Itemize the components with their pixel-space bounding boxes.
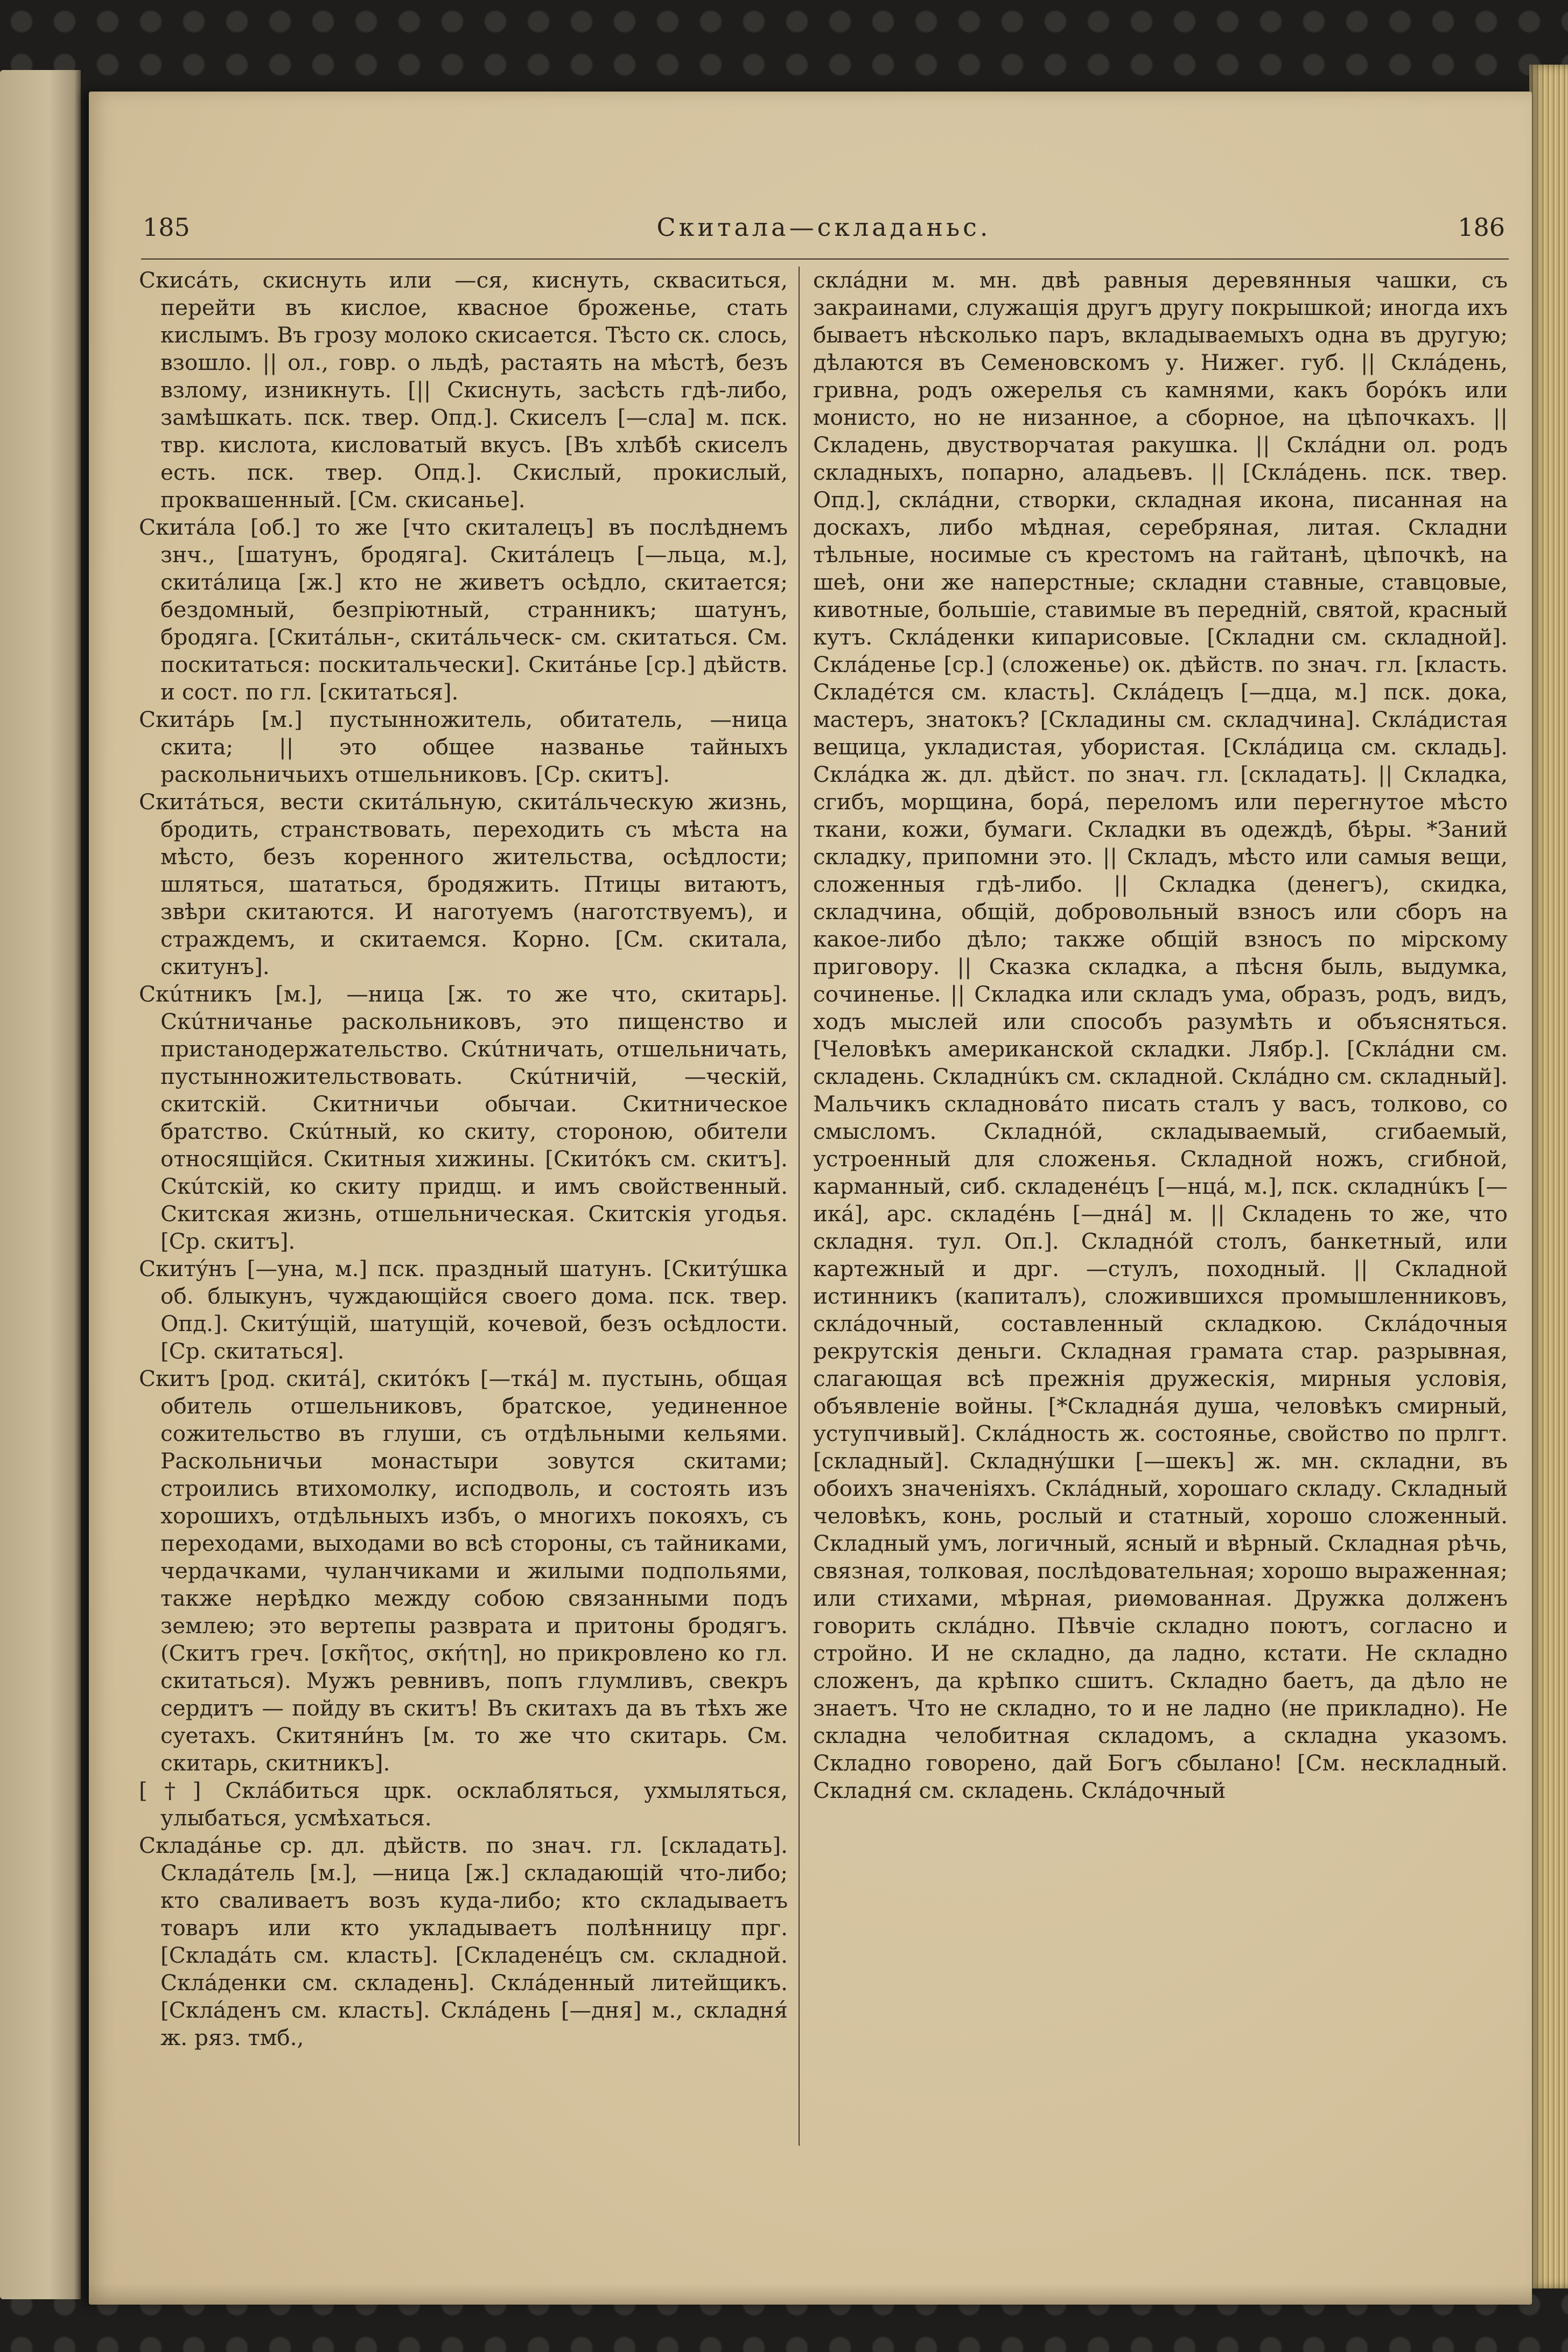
entry-skitar: Скитáрь [м.] пустынножитель, обитатель, —ница скита; || это общее названье тайныхъ раскольничьихъ отшельниковъ. [Ср. скитъ].	[139, 706, 788, 787]
entry-skit: Скитъ [род. скитá], скитóкъ [—ткá] м. пустынь, общая обитель отшельниковъ, братское, уединенное сожительство въ глуши, съ отдѣльными кельями. Раскольничьи монастыри зовутся скитами; строились втихомолку, исподволь, и состоять изъ хорошихъ, отдѣльныхъ избъ, о многихъ покояхъ, съ переходами, выходами во всѣ стороны, съ тайниками, чердачками, чуланчиками и жилыми подпольями, также нерѣдко между собою связанными подъ землею; это вертепы разврата и притоны бродягъ. (Скитъ греч. [σκῆτος, σκήτη], но прикровлено ко гл. скитаться). Мужъ ревнивъ, попъ глумливъ, свекръ сердитъ — пойду въ скитъ! Въ скитахъ да въ тѣхъ же суетахъ. Скитяни́нъ [м. то же что скитарь. См. скитарь, скитникъ].	[139, 1366, 788, 1776]
page-bottom-shade	[89, 2283, 1532, 2305]
entry-skladanie: Складáнье ср. дл. дѣйств. по знач. гл. [складать]. Складáтель [м.], —ница [ж.] складающій что-либо; кто сваливаетъ возъ куда-либо; кто складываетъ товаръ или кто укладываетъ полѣнницу прг. [Складáть см. класть]. [Складенéцъ см. складной. Склáденки см. складень]. Склáденный литейщикъ. [Склáденъ см. класть]. Склáдень [—дня] м., складня́ ж. ряз. тмб.,	[139, 1832, 788, 2050]
entry-sklabitsya: [†] Склáбиться црк. осклабляться, ухмыляться, улыбаться, усмѣхаться.	[139, 1777, 788, 1831]
entry-skitun: Скитýнъ [—уна, м.] пск. праздный шатунъ. [Скитýшка об. блыкунъ, чуждающійся своего дома. пск. твер. Опд.]. Скитýщій, шатущій, кочевой, безъ осѣдлости. [Ср. скитаться].	[139, 1256, 788, 1364]
left-column	[139, 267, 788, 2146]
column-divider	[799, 267, 800, 2146]
entry-skisat: Скисáть, скиснуть или —ся, киснуть, скваситься, перейти въ кислое, квасное броженье, стать кислымъ. Въ грозу молоко скисается. Тѣсто ск. слось, взошло. || ол., говр. о льдѣ, растаять на мѣстѣ, безъ взлому, изникнуть. [|| Скиснуть, засѣсть гдѣ-либо, замѣшкать. пск. твер. Опд.]. Скиселъ [—сла] м. пск. твр. кислота, кисловатый вкусъ. [Въ хлѣбѣ скиселъ есть. пск. твер. Опд.]. Скислый, прокислый, проквашенный. [См. скисанье].	[139, 267, 788, 513]
entry-skitala: Скитáла [об.] то же [что скиталецъ] въ послѣднемъ знч., [шатунъ, бродяга]. Скитáлецъ [—льца, м.], скитáлица [ж.] кто не живетъ осѣдло, скитается; бездомный, безпріютный, странникъ; шатунъ, бродяга. [Скитáльн-, скитáльческ- см. скитаться. См. поскитаться: поскитальчески]. Скитáнье [ср.] дѣйств. и сост. по гл. [скитаться].	[139, 514, 788, 705]
entry-skitnik: Скúтникъ [м.], —ница [ж. то же что, скитарь]. Скúтничанье раскольниковъ, это пищенство и пристанодержательство. Скúтничать, отшельничать, пустынножительствовать. Скúтничій, —ческій, скитскій. Скитничьи обычаи. Скитническое братство. Скúтный, ко скиту, стороною, обители относящійся. Скитныя хижины. [Скитóкъ см. скитъ]. Скúтскій, ко скиту придщ. и имъ свойственный. Скитская жизнь, отшельническая. Скитскія угодья. [Ср. скитъ].	[139, 981, 788, 1254]
page-title: Скитала—складаньс.	[656, 213, 991, 242]
entry-skitatsya: Скитáться, вести скитáльную, скитáльческую жизнь, бродить, странствовать, переходить съ мѣста на мѣсто, безъ коренного жительства, осѣдлости; шляться, шататься, бродяжить. Птицы витаютъ, звѣри скитаются. И наготуемъ (наготствуемъ), и страждемъ, и скитаемся. Корно. [См. скитала, скитунъ].	[139, 789, 788, 979]
page-number-left: 185	[143, 213, 190, 242]
running-head	[143, 213, 1505, 250]
right-page-edges	[1529, 65, 1568, 2288]
header-rule	[141, 258, 1509, 260]
page-number-right: 186	[1458, 213, 1505, 242]
right-column	[813, 267, 1508, 2146]
entry-skladni: склáдни м. мн. двѣ равныя деревянныя чашки, съ закраинами, служащія другъ другу покрышкой; иногда ихъ бываетъ нѣсколько паръ, вкладываемыхъ одна въ другую; дѣлаются въ Семеновскомъ у. Нижег. губ. || Склáдень, гривна, родъ ожерелья съ камнями, какъ борóкъ или монисто, но не низанное, а сборное, на цѣпочкахъ. || Складень, двустворчатая ракушка. || Склáдни ол. родъ складныхъ, попарно, аладьевъ. || [Склáдень. пск. твер. Опд.], склáдни, створки, складная икона, писанная на доскахъ, либо мѣдная, серебряная, литая. Складни тѣльные, носимые съ крестомъ на гайтанѣ, цѣпочкѣ, на шеѣ, они же наперстные; складни ставные, ставцовые, кивотные, большіе, ставимые въ передній, святой, красный кутъ. Склáденки кипарисовые. [Складни см. складной]. Склáденье [ср.] (сложенье) ок. дѣйств. по знач. гл. [класть. Складéтся см. класть]. Склáдецъ [—дца, м.] пск. дока, мастеръ, знатокъ? [Складины см. складчина]. Склáдистая вещица, укладистая, убористая. [Склáдица см. складь]. Склáдка ж. дл. дѣйст. по знач. гл. [складать]. || Складка, сгибъ, морщина, борá, переломъ или перегнутое мѣсто ткани, кожи, бумаги. Складки въ одеждѣ, бѣры. *Заний складку, припомни это. || Складъ, мѣсто или самыя вещи, сложенныя гдѣ-либо. || Складка (денегъ), скидка, складчина, общій, добровольный взносъ или сборъ на какое-либо дѣло; также общій взносъ по мірскому приговору. || Сказка складка, а пѣсня быль, выдумка, сочиненье. || Складка или складъ ума, образъ, родъ, видъ, ходъ мыслей или способъ разумѣть и объясняться. [Человѣкъ американской складки. Лябр.]. [Склáдни см. складень. Складнúкъ см. складной. Склáдно см. складный]. Мальчикъ складновáто писать сталъ у васъ, толково, со смысломъ. Складнóй, складываемый, сгибаемый, устроенный для сложенья. Складной ножъ, сгибной, карманный, сиб. складенéцъ [—нцá, м.], пск. складнúкъ [—икá], арс. складéнь [—днá] м. || Складень то же, что складня. тул. Оп.]. Складнóй столъ, банкетный, или картежный и дрг. —стулъ, походный. || Складной истинникъ (капиталъ), сложившихся промышленниковъ, склáдочный, составленный складкою. Склáдочныя рекрутскія деньги. Складная грамата стар. разрывная, слагающая всѣ прежнія дружескія, мирныя условія, объявленіе войны. [*Складнáя душа, человѣкъ смирный, уступчивый]. Склáдность ж. состоянье, свойство по прлгт. [складный]. Складнýшки [—шекъ] ж. мн. складни, въ обоихъ значеніяхъ. Склáдный, хорошаго складу. Складный человѣкъ, конь, рослый и статный, хорошо сложенный. Складный умъ, логичный, ясный и вѣрный. Складная рѣчь, связная, толковая, послѣдовательная; хорошо выраженная; или стихами, мѣрная, риѳмованная. Дружка долженъ говорить склáдно. Пѣвчіе складно поютъ, согласно и стройно. И не складно, да ладно, кстати. Не складно сложенъ, да крѣпко сшитъ. Складно баетъ, да дѣло не знаетъ. Что не складно, то и не ладно (не прикладно). Не складна челобитная складомъ, а складна указомъ. Складно говорено, дай Богъ сбылано! [См. нескладный. Складня́ см. складень. Склáдочный	[813, 267, 1508, 1803]
left-page-edge	[0, 70, 81, 2299]
